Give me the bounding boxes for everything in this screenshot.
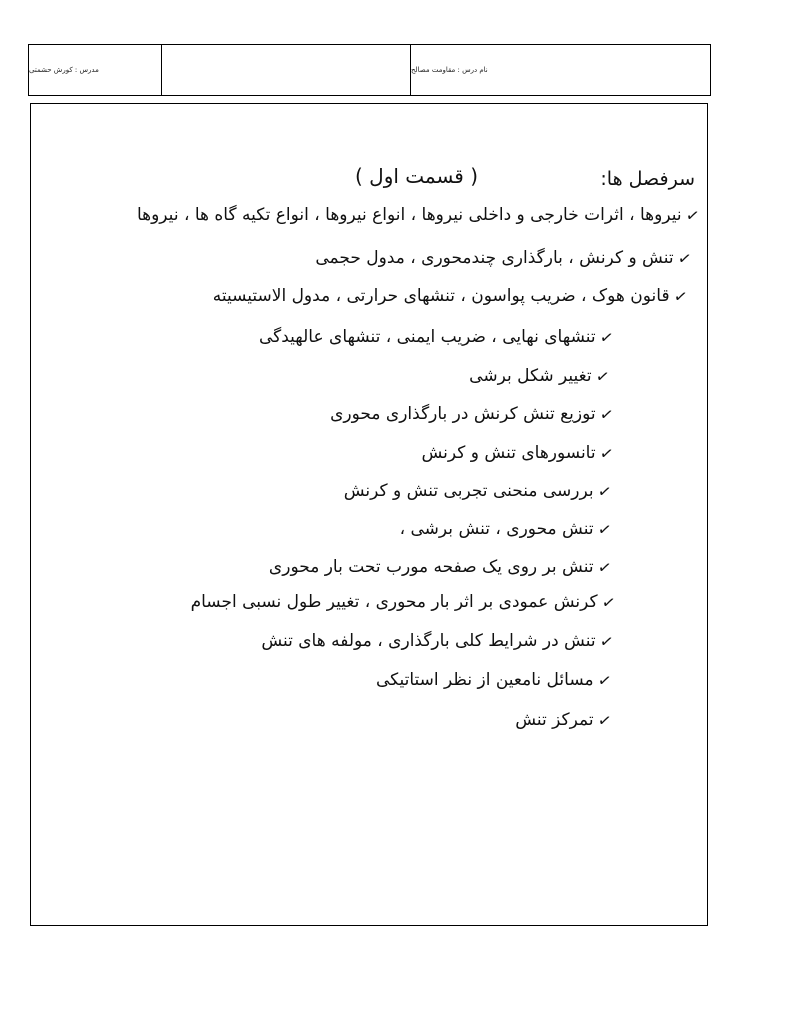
topic-text: مسائل نامعین از نظر استاتیکی [375,670,594,690]
course-cell [411,45,710,95]
check-mark-icon: ✓ [676,247,693,269]
blank-cell [162,45,411,95]
topic-text: تنش و کرنش ، بارگذاری چندمحوری ، مدول حجمی [315,248,674,268]
check-mark-icon: ✓ [684,204,701,226]
topic-text: قانون هوک ، ضریب پواسون ، تنشهای حرارتی ، مدول الاستیسیته [212,286,670,306]
topic-text: تغییر شکل برشی [469,366,592,386]
section-title: ( قسمت اول ) [355,164,479,188]
topic-item [344,481,611,501]
header-table [28,44,711,96]
check-mark-icon: ✓ [598,442,615,464]
topic-item [515,710,611,730]
check-mark-icon: ✓ [600,591,617,613]
teacher-label: مدرس : کورش حشمتی [29,66,99,74]
check-mark-icon: ✓ [596,709,613,731]
check-mark-icon: ✓ [596,480,613,502]
topic-item [469,366,609,386]
topic-item [191,592,615,612]
check-mark-icon: ✓ [598,326,615,348]
content-frame [30,103,708,926]
check-mark-icon: ✓ [594,365,611,387]
topic-text: نیروها ، اثرات خارجی و داخلی نیروها ، انواع نیروها ، انواع تکیه گاه ها ، نیروها [136,205,682,225]
check-mark-icon: ✓ [672,285,689,307]
topic-text: تنش در شرایط کلی بارگذاری ، مولفه های تنش [261,631,596,651]
teacher-cell [29,45,162,95]
topic-text: تنش محوری ، تنش برشی ، [399,519,594,539]
topic-item [315,248,691,268]
topic-text: بررسی منحنی تجربی تنش و کرنش [343,481,594,501]
topic-text: تانسورهای تنش و کرنش [421,443,596,463]
check-mark-icon: ✓ [596,669,613,691]
topic-text: کرنش عمودی بر اثر بار محوری ، تغییر طول نسبی اجسام [190,592,598,612]
check-mark-icon: ✓ [598,403,615,425]
topic-text: توزیع تنش کرنش در بارگذاری محوری [330,404,596,424]
topic-item [269,557,611,577]
topic-text: تنشهای نهایی ، ضریب ایمنی ، تنشهای عالهیدگی [258,327,596,347]
syllabus-heading: سرفصل ها: [600,168,695,190]
topic-item [213,286,687,306]
topic-item [400,519,611,539]
topic-item [259,327,613,347]
check-mark-icon: ✓ [596,518,613,540]
topic-item [330,404,613,424]
topic-item [137,205,699,225]
course-label: نام درس : مقاومت مصالح [411,66,488,74]
topic-item [422,443,614,463]
check-mark-icon: ✓ [596,556,613,578]
topic-text: تمرکز تنش [515,710,594,730]
topic-text: تنش بر روی یک صفحه مورب تحت بار محوری [268,557,594,577]
topic-item [376,670,611,690]
check-mark-icon: ✓ [598,630,615,652]
topic-item [261,631,613,651]
